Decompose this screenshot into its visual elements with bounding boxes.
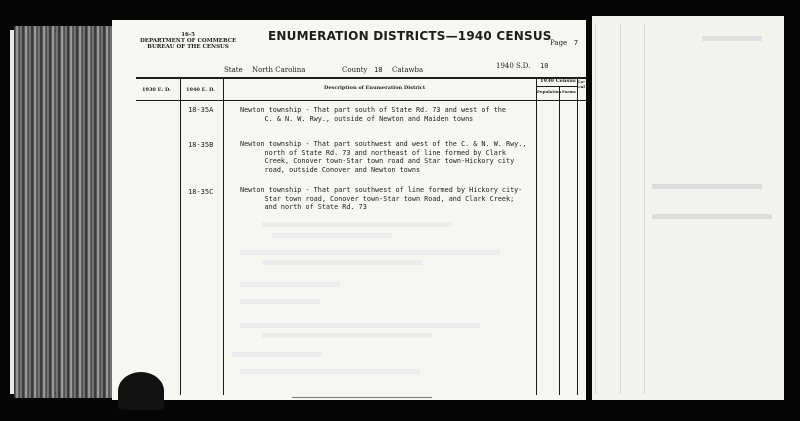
page-number: 7 xyxy=(573,39,579,47)
census-subhead-rule xyxy=(536,86,577,87)
state-value: North Carolina xyxy=(252,66,306,74)
header-top-rule xyxy=(136,77,586,79)
bleed-through-line xyxy=(272,233,392,238)
col-divider-3 xyxy=(536,77,537,395)
facing-page xyxy=(592,16,784,400)
row-3-description: Newton township - That part southwest of line formed by Hickory city- Star town road, Conover town-Star town Road, and Clark Creek; and north of State Rd. 73 xyxy=(240,186,523,212)
header-bottom-rule xyxy=(136,100,586,101)
form-number: 16-5 xyxy=(181,32,195,38)
bleed-through-line xyxy=(240,323,480,328)
bleed-through-line xyxy=(652,214,772,219)
col-divider-2 xyxy=(223,77,224,395)
thumb-shadow xyxy=(118,372,164,410)
sd-label: 1940 S.D. xyxy=(496,62,531,70)
col-1940-ed: 1940 E. D. xyxy=(186,87,215,93)
page-number-block xyxy=(550,39,578,47)
row-1-description: Newton township - That part south of State Rd. 73 and west of the C. & N. W. Rwy., outside of Newton and Maiden towns xyxy=(240,106,506,123)
book-spine xyxy=(14,26,124,398)
col-description: Description of Enumeration District xyxy=(324,85,426,91)
facing-page-rule xyxy=(620,24,621,394)
sd-value: 10 xyxy=(540,62,549,70)
col-divider-4 xyxy=(559,86,560,395)
col-1930-census: 1930 Census xyxy=(540,78,576,84)
bleed-through-line xyxy=(240,369,420,374)
col-extra: Lo- cal xyxy=(578,79,586,89)
col-divider-5 xyxy=(577,77,578,395)
department-block xyxy=(140,32,236,50)
page-label: Page xyxy=(550,39,568,47)
bleed-through-line xyxy=(262,333,432,338)
col-farms: Farms xyxy=(562,89,576,94)
bleed-through-line xyxy=(262,260,422,265)
census-page xyxy=(112,20,586,400)
col-1930-ed: 1930 E. D. xyxy=(142,87,171,93)
page-title: ENUMERATION DISTRICTS—1940 CENSUS xyxy=(268,29,552,43)
county-code: 18 xyxy=(374,66,383,74)
facing-page-rule xyxy=(644,24,645,394)
department-name: DEPARTMENT OF COMMERCE xyxy=(140,38,237,44)
county-label: County xyxy=(342,66,368,74)
row-3-ed: 18-35C xyxy=(188,188,214,196)
bleed-through-line xyxy=(262,222,452,227)
county-value: Catawba xyxy=(392,66,424,74)
bureau-name: BUREAU OF THE CENSUS xyxy=(147,44,229,50)
row-2-ed: 18-35B xyxy=(188,141,214,149)
bleed-through-line xyxy=(702,36,762,41)
state-label: State xyxy=(224,66,243,74)
row-1-ed: 18-35A xyxy=(188,106,214,114)
col-divider-1 xyxy=(180,77,181,395)
bleed-through-line xyxy=(240,282,340,287)
facing-page-rule xyxy=(595,24,596,394)
bleed-through-line xyxy=(240,250,500,255)
bleed-through-line xyxy=(652,184,762,189)
footer-imprint-rule xyxy=(292,397,432,398)
col-population: Population xyxy=(537,89,562,94)
bleed-through-line xyxy=(232,352,322,357)
bleed-through-line xyxy=(240,299,320,304)
row-2-description: Newton township - That part southwest and west of the C. & N. W. Rwy., north of State Rd. 73 and northeast of line formed by Clark Creek, Conover town-Star town road and Star town-Hickory city road, outside Conover and Newton towns xyxy=(240,140,527,174)
